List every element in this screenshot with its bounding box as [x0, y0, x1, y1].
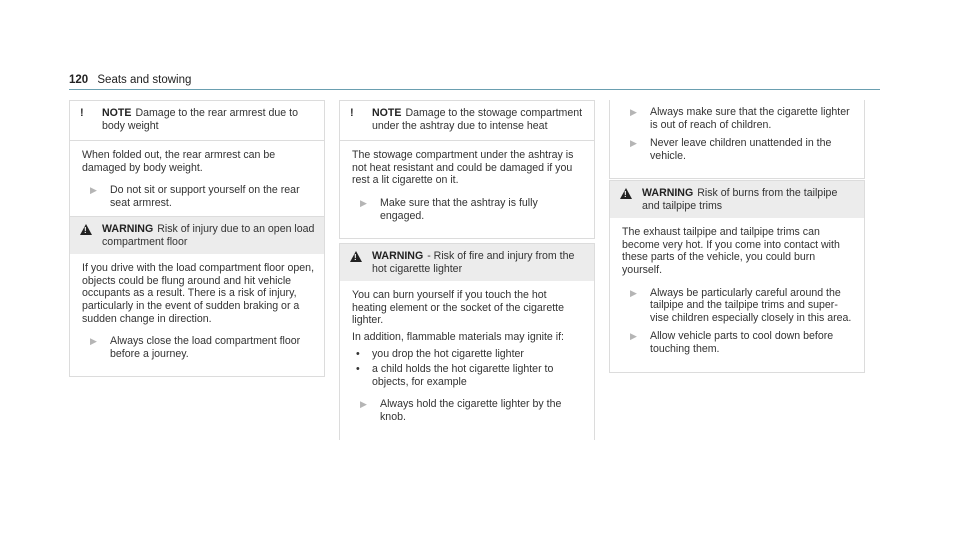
exclamation-icon: ! [350, 107, 354, 119]
list-item: • you drop the hot cigarette lighter [356, 347, 524, 360]
warning-label: WARNING [372, 250, 424, 262]
arrow-icon: ▶ [90, 185, 97, 196]
warning-text: The exhaust tailpipe and tailpipe trims can become very hot. If you come into contact with these parts of the vehicle, you could burn yourself. [622, 226, 840, 276]
instruction-step: ▶ Never leave children unattended in the vehicle. [622, 137, 854, 162]
warning-body [70, 254, 324, 376]
warning-text-2: In addition, flammable materials may ignite if: [352, 330, 564, 343]
warning-text: If you drive with the load compartment floor open, objects could be flung around and hit vehicle occupants as a result. There is a risk of injury, particularly in the event of sudden braking or a sudden change in direction. [82, 262, 315, 325]
page-number: 120 [69, 74, 89, 86]
note-body [340, 141, 594, 238]
note-label: NOTE [372, 107, 402, 119]
note-title: Damage to the rear armrest due to body weight [102, 107, 298, 132]
note-body [70, 141, 324, 225]
arrow-icon: ▶ [630, 331, 637, 342]
bullet-list [352, 348, 584, 389]
steps-body [610, 100, 864, 178]
note-header [340, 101, 594, 136]
note-text: When folded out, the rear armrest can be damaged by body weight. [82, 149, 276, 174]
instruction-step: ▶ Always make sure that the cigarette lighter is out of reach of children. [622, 106, 854, 131]
warning-header [340, 244, 594, 281]
continued-steps [609, 100, 865, 179]
warning-header [610, 181, 864, 218]
warning-box-load-floor [69, 216, 325, 377]
arrow-icon: ▶ [360, 399, 367, 410]
warning-triangle-icon: ! [80, 223, 102, 248]
note-title: Damage to the stowage compartment under the ashtray due to intense heat [372, 107, 583, 132]
warning-body [610, 218, 864, 371]
warning-title: Risk of burns from the tailpipe and tailpipe trims [642, 187, 838, 212]
list-item: • a child holds the hot cigarette lighter to objects, for example [356, 363, 554, 388]
note-box-armrest [69, 100, 325, 227]
warning-label: WARNING [102, 223, 154, 235]
warning-title: - Risk of fire and injury from the hot cigarette lighter [372, 250, 575, 275]
instruction-step: ▶ Make sure that the ashtray is fully engaged. [352, 197, 584, 222]
warning-body [340, 281, 594, 439]
arrow-icon: ▶ [360, 197, 367, 208]
note-text: The stowage compartment under the ashtray is not heat resistant and could be damaged if you rest a lit cigarette on it. [352, 149, 574, 187]
note-header [70, 101, 324, 136]
instruction-step: ▶ Always be particularly careful around the tailpipe and the tailpipe trims and super-vise children especially closely in this area. [622, 287, 854, 325]
section-title: Seats and stowing [97, 74, 192, 86]
warning-box-tailpipe [609, 180, 865, 373]
header-rule [69, 89, 880, 90]
note-box-stowage [339, 100, 595, 239]
warning-header [70, 217, 324, 254]
arrow-icon: ▶ [630, 287, 637, 298]
warning-box-lighter [339, 243, 595, 440]
arrow-icon: ▶ [90, 336, 97, 347]
arrow-icon: ▶ [630, 107, 637, 117]
note-label: NOTE [102, 107, 132, 119]
instruction-step: ▶ Always close the load compartment floor before a journey. [82, 335, 314, 360]
instruction-step: ▶ Do not sit or support yourself on the rear seat armrest. [82, 184, 314, 209]
exclamation-icon: ! [80, 107, 84, 119]
warning-triangle-icon: ! [350, 250, 372, 275]
warning-label: WARNING [642, 187, 694, 199]
arrow-icon: ▶ [630, 138, 637, 149]
instruction-step: ▶ Always hold the cigarette lighter by the knob. [352, 398, 584, 423]
warning-triangle-icon: ! [620, 187, 642, 212]
instruction-step: ▶ Allow vehicle parts to cool down before touching them. [622, 330, 854, 355]
warning-text: You can burn yourself if you touch the hot heating element or the socket of the cigarette lighter. [352, 289, 565, 327]
page-header [69, 74, 191, 86]
warning-title: Risk of injury due to an open load compartment floor [102, 223, 315, 248]
